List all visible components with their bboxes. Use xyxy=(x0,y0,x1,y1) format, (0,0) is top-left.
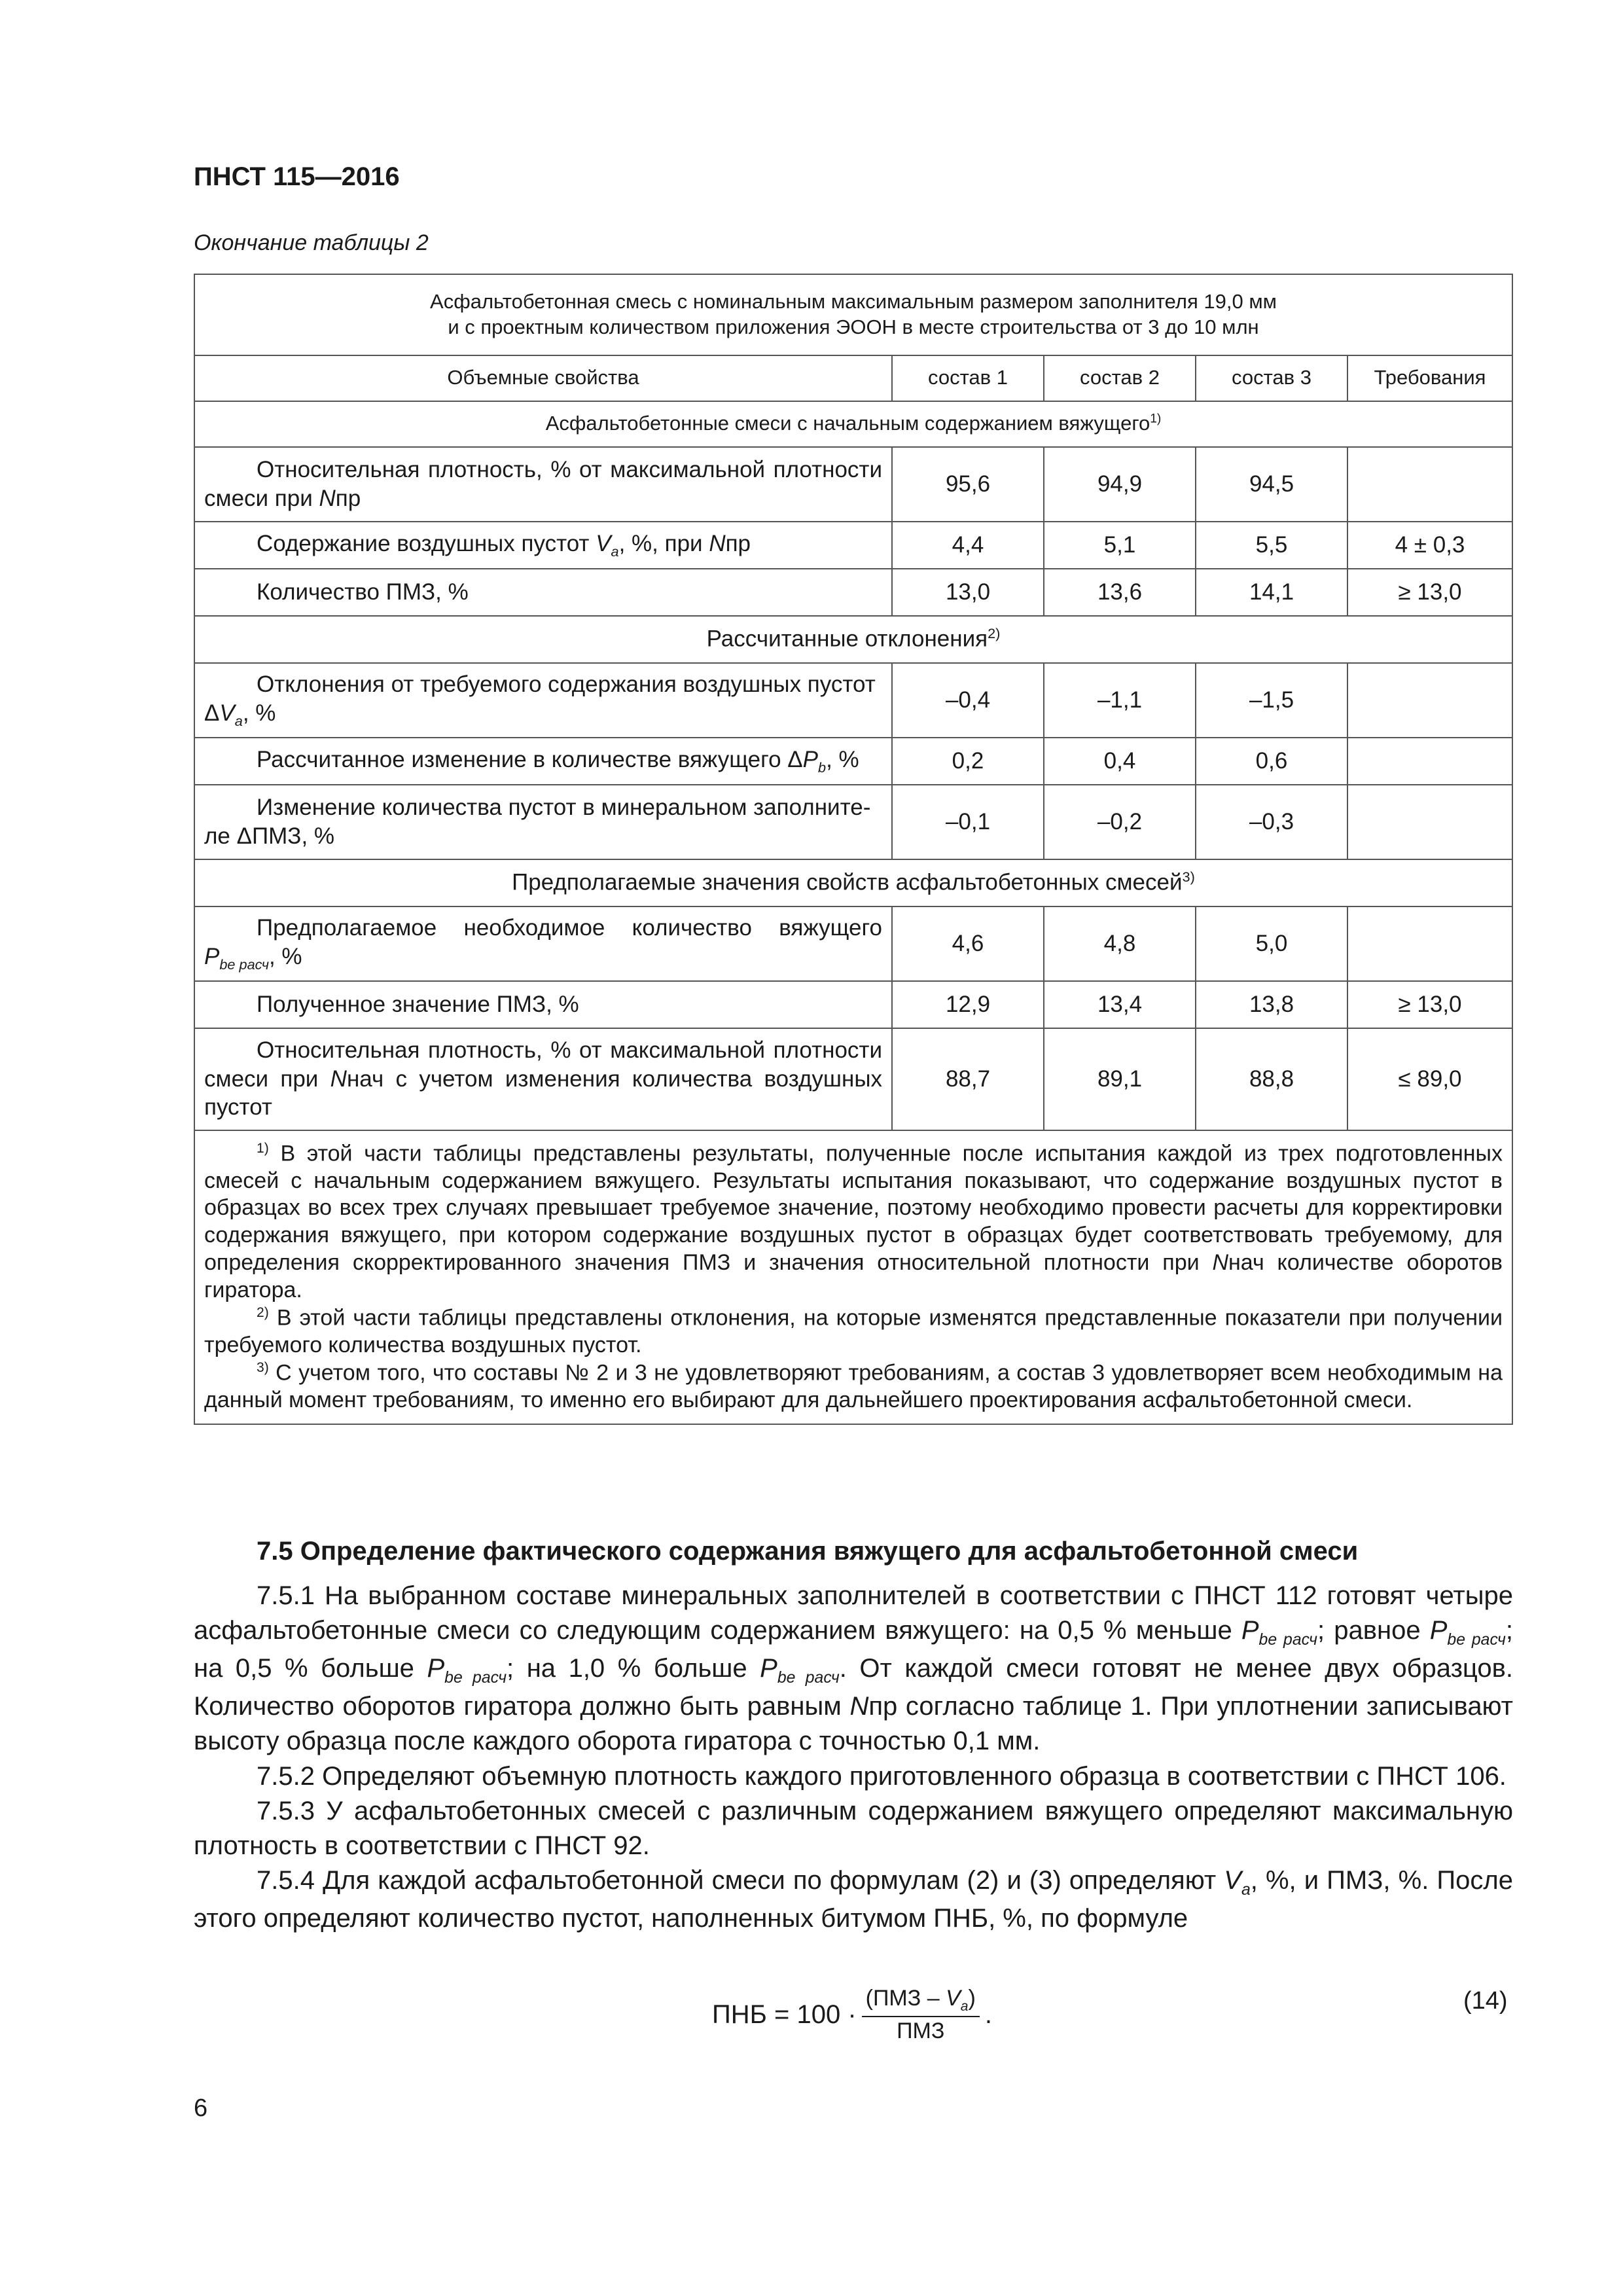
table-note-2: $^{2)}$ В этой части таблицы представлены отклонения, на которые изменятся представленные показатели при получении требуемого количества воздушных пустот. xyxy=(204,1304,1503,1357)
row-label: Рассчитанное изменение в количестве вяжущего $\Delta P_b$, % xyxy=(194,738,892,785)
cell-value: 4,8 xyxy=(1044,906,1196,981)
column-header-row xyxy=(194,355,1512,401)
cell-value: 94,9 xyxy=(1044,447,1196,522)
table-row xyxy=(194,981,1512,1028)
cell-value: 88,7 xyxy=(892,1028,1044,1130)
section-title-deviations: Рассчитанные отклонения$^{2)}$ xyxy=(194,616,1512,663)
col-header-properties: Объемные свойства xyxy=(194,355,892,401)
body-text xyxy=(194,1579,1513,1936)
paragraph-7-5-3: 7.5.3 У асфальтобетонных смесей с различным содержанием вяжущего определяют максимальную плотность в соответствии с ПНСТ 92. xyxy=(194,1796,1513,1860)
table-row xyxy=(194,1028,1512,1130)
cell-requirement: ≥ 13,0 xyxy=(1347,569,1512,616)
cell-requirement: 4 ± 0,3 xyxy=(1347,522,1512,569)
table-note-1: $^{1)}$ В этой части таблицы представлены результаты, полученные после испытания каждой из трех подготовленных смесей с начальным содержанием вяжущего. Результаты испытания показывают, что содержание воздушных пустот в образцах во всех трех случаях превышает требуемое значение, поэтому необходимо провести расчеты для корректировки содержания вяжущего, при котором содержание воздушных пустот в образцах будет соответствовать требуемому, для определения скорректированного значения ПМЗ и значения относительной плотности при Nнач количестве оборотов гиратора. xyxy=(204,1140,1503,1302)
cell-value: 13,8 xyxy=(1196,981,1347,1028)
cell-value: 89,1 xyxy=(1044,1028,1196,1130)
paragraph-7-5-2: 7.5.2 Определяют объемную плотность каждого приготовленного образца в соответствии с ПНСТ 106. xyxy=(257,1761,1507,1791)
section-row-2 xyxy=(194,616,1512,663)
cell-requirement xyxy=(1347,447,1512,522)
cell-value: 88,8 xyxy=(1196,1028,1347,1130)
table-title: Асфальтобетонная смесь с номинальным максимальным размером заполнителя 19,0 мм и с проектным количеством приложения ЭООН в месте строительства от 3 до 10 млн xyxy=(194,274,1512,355)
table-title-row xyxy=(194,274,1512,355)
table-notes-row xyxy=(194,1130,1512,1424)
table-note-3: $^{3)}$ С учетом того, что составы № 2 и 3 не удовлетворяют требованиям, а состав 3 удовлетворяет всем необходимым на данный момент требованиям, то именно его выбирают для дальнейшего проектирования асфальтобетонной смеси. xyxy=(204,1359,1503,1412)
section-title-initial-binder: Асфальтобетонные смеси с начальным содержанием вяжущего$^{1)}$ xyxy=(194,401,1512,447)
row-label: Относительная плотность, % от максимальной плотности смеси при Nпр xyxy=(194,447,892,522)
paragraph-7-5-1: 7.5.1 На выбранном составе минеральных заполнителей в соответствии с ПНСТ 112 готовят четыре асфальтобетонные смеси со следующим содержанием вяжущего: на 0,5 % меньше $P_{be расч}$; равное $P_{be расч}$; на 0,5 % больше $P_{be расч}$; на 1,0 % больше $P_{be расч}$. От каждой смеси готовят не менее двух образцов. Количество оборотов гиратора должно быть равным Nпр согласно таблице 1. При уплотнении записывают высоту образца после каждого оборота гиратора с точностью 0,1 мм. xyxy=(194,1581,1514,1756)
section-row-1 xyxy=(194,401,1512,447)
cell-value: 95,6 xyxy=(892,447,1044,522)
cell-value: 4,6 xyxy=(892,906,1044,981)
table-caption: Окончание таблицы 2 xyxy=(194,230,429,255)
cell-value: 13,6 xyxy=(1044,569,1196,616)
cell-value: 0,2 xyxy=(892,738,1044,785)
cell-requirement: ≥ 13,0 xyxy=(1347,981,1512,1028)
cell-value: 0,4 xyxy=(1044,738,1196,785)
row-label: Количество ПМЗ, % xyxy=(194,569,892,616)
table-row xyxy=(194,738,1512,785)
cell-value: –0,1 xyxy=(892,785,1044,859)
col-header-mix2: состав 2 xyxy=(1044,355,1196,401)
table-row xyxy=(194,569,1512,616)
cell-requirement: ≤ 89,0 xyxy=(1347,1028,1512,1130)
row-label: Относительная плотность, % от максимальной плотности смеси при Nнач с учетом изменения количества воздушных пустот xyxy=(194,1028,892,1130)
cell-requirement xyxy=(1347,906,1512,981)
row-label: Отклонения от требуемого содержания воздушных пустот $\Delta V_a$, % xyxy=(194,663,892,738)
cell-value: 14,1 xyxy=(1196,569,1347,616)
equation-lhs: ПНБ = 100 · xyxy=(712,2000,857,2029)
table-row xyxy=(194,785,1512,859)
equation-fraction xyxy=(862,1986,980,2044)
cell-value: 13,4 xyxy=(1044,981,1196,1028)
cell-value: 4,4 xyxy=(892,522,1044,569)
table-row xyxy=(194,447,1512,522)
section-title-expected: Предполагаемые значения свойств асфальтобетонных смесей$^{3)}$ xyxy=(194,859,1512,906)
section-row-3 xyxy=(194,859,1512,906)
cell-value: 5,1 xyxy=(1044,522,1196,569)
col-header-requirements: Требования xyxy=(1347,355,1512,401)
equation-numerator: $(ПМЗ - V_a)$ xyxy=(862,1986,980,2017)
document-header: ПНСТ 115—2016 xyxy=(194,162,400,191)
cell-value: –0,4 xyxy=(892,663,1044,738)
cell-value: 13,0 xyxy=(892,569,1044,616)
row-label: Изменение количества пустот в минеральном заполните- ле ΔПМЗ, % xyxy=(194,785,892,859)
col-header-mix3: состав 3 xyxy=(1196,355,1347,401)
table-notes xyxy=(194,1130,1512,1424)
cell-requirement xyxy=(1347,738,1512,785)
cell-value: –1,5 xyxy=(1196,663,1347,738)
cell-requirement xyxy=(1347,663,1512,738)
row-label: Содержание воздушных пустот $V_a$, %, при Nпр xyxy=(194,522,892,569)
page-number: 6 xyxy=(194,2094,208,2122)
section-heading: 7.5 Определение фактического содержания вяжущего для асфальтобетонной смеси xyxy=(257,1537,1359,1566)
equation-number: (14) xyxy=(1463,1987,1508,2015)
properties-table xyxy=(194,274,1513,1425)
table-row xyxy=(194,663,1512,738)
cell-value: –1,1 xyxy=(1044,663,1196,738)
cell-value: –0,3 xyxy=(1196,785,1347,859)
table-row xyxy=(194,906,1512,981)
col-header-mix1: состав 1 xyxy=(892,355,1044,401)
cell-value: 0,6 xyxy=(1196,738,1347,785)
cell-value: 12,9 xyxy=(892,981,1044,1028)
table-row xyxy=(194,522,1512,569)
cell-value: 5,0 xyxy=(1196,906,1347,981)
row-label: Предполагаемое необходимое количество вяжущего $P_{be расч}$, % xyxy=(194,906,892,981)
cell-value: 94,5 xyxy=(1196,447,1347,522)
cell-value: –0,2 xyxy=(1044,785,1196,859)
cell-value: 5,5 xyxy=(1196,522,1347,569)
paragraph-7-5-4: 7.5.4 Для каждой асфальтобетонной смеси по формулам (2) и (3) определяют $V_a$, %, и ПМЗ, %. После этого определяют количество пустот, наполненных битумом ПНБ, %, по формуле xyxy=(194,1866,1513,1933)
equation-14: ПНБ = 100 · $\frac{(ПМЗ - V_a)}{\text{ПМЗ}}$ . xyxy=(712,1986,992,2043)
cell-requirement xyxy=(1347,785,1512,859)
equation-denominator: ПМЗ xyxy=(897,2018,945,2043)
row-label: Полученное значение ПМЗ, % xyxy=(194,981,892,1028)
